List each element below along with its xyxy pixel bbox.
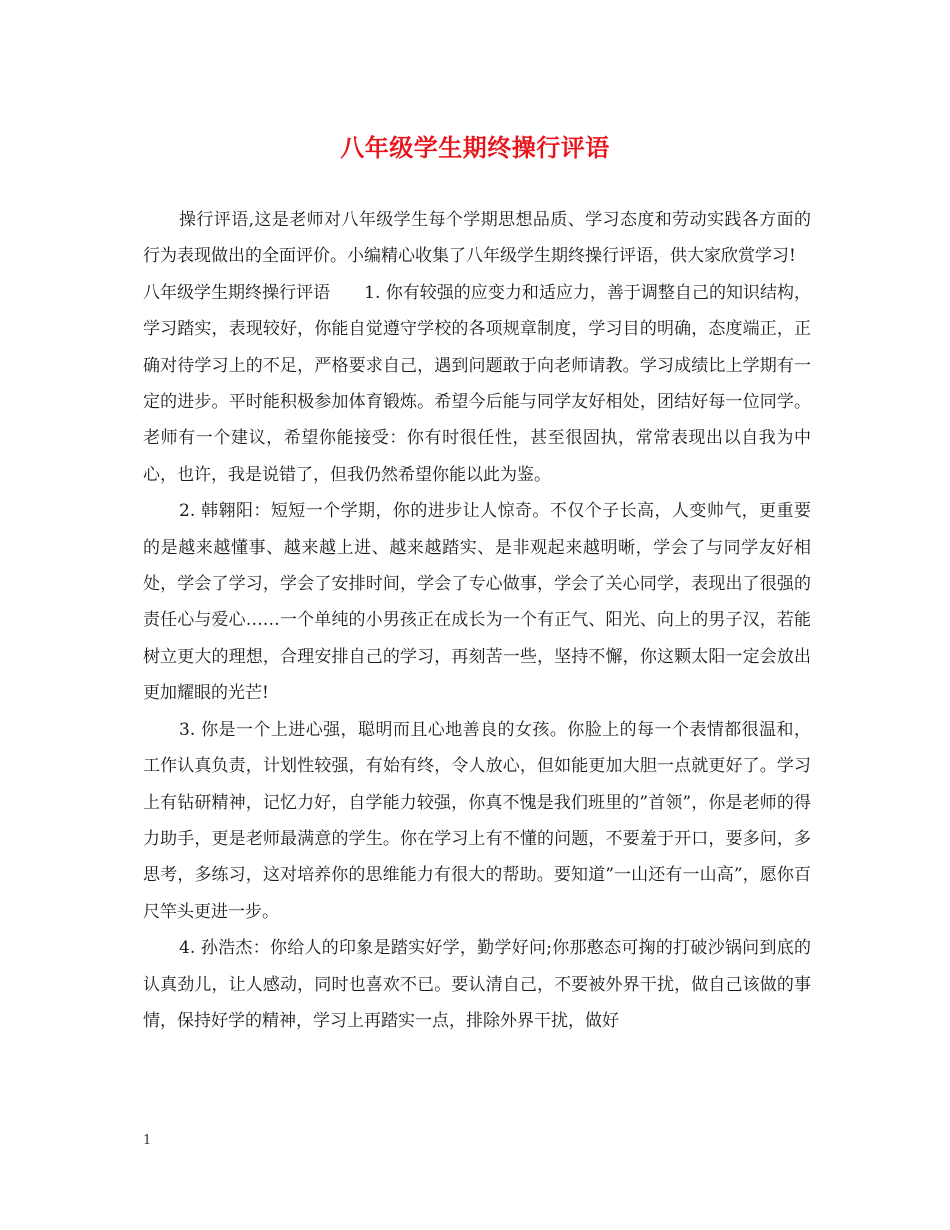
document-body — [143, 202, 811, 1039]
comment-paragraph-3: 3. 你是一个上进心强，聪明而且心地善良的女孩。你脸上的每一个表情都很温和，工作认真负责，计划性较强，有始有终，令人放心，但如能更加大胆一点就更好了。学习上有钻研精神，记忆力好，自学能力较强，你真不愧是我们班里的”首领”，你是老师的得力助手，更是老师最满意的学生。你在学习上有不懂的问题，不要羞于开口，要多问，多思考，多练习，这对培养你的思维能力有很大的帮助。要知道”一山还有一山高”，愿你百尺竿头更进一步。 — [143, 719, 811, 922]
comment-paragraph-4: 4. 孙浩杰：你给人的印象是踏实好学，勤学好问;你那憨态可掬的打破沙锅问到底的认真劲儿，让人感动，同时也喜欢不已。要认清自己，不要被外界干扰，做自己该做的事情，保持好学的精神，学习上再踏实一点，排除外界干扰，做好 — [143, 938, 811, 1031]
document-title: 八年级学生期终操行评语 — [340, 133, 610, 162]
comment-paragraph-1: 八年级学生期终操行评语 1. 你有较强的应变力和适应力，善于调整自己的知识结构，学习踏实，表现较好，你能自觉遵守学校的各项规章制度，学习目的明确，态度端正，正确对待学习上的不足，严格要求自己，遇到问题敢于向老师请教。学习成绩比上学期有一定的进步。平时能积极参加体育锻炼。希望今后能与同学友好相处，团结好每一位同学。老师有一个建议，希望你能接受：你有时很任性，甚至很固执，常常表现出以自我为中心，也许，我是说错了，但我仍然希望你能以此为鉴。 — [143, 282, 811, 485]
page-number: 1 — [143, 1133, 152, 1148]
intro-paragraph: 操行评语,这是老师对八年级学生每个学期思想品质、学习态度和劳动实践各方面的行为表现做出的全面评价。小编精心收集了八年级学生期终操行评语，供大家欣赏学习! — [143, 210, 811, 267]
comment-paragraph-2: 2. 韩翱阳：短短一个学期，你的进步让人惊奇。不仅个子长高，人变帅气，更重要的是越来越懂事、越来越上进、越来越踏实、是非观起来越明晰，学会了与同学友好相处，学会了学习，学会了安排时间，学会了专心做事，学会了关心同学，表现出了很强的责任心与爱心……一个单纯的小男孩正在成长为一个有正气、阳光、向上的男子汉，若能树立更大的理想，合理安排自己的学习，再刻苦一些，坚持不懈，你这颗太阳一定会放出更加耀眼的光芒! — [143, 501, 811, 704]
